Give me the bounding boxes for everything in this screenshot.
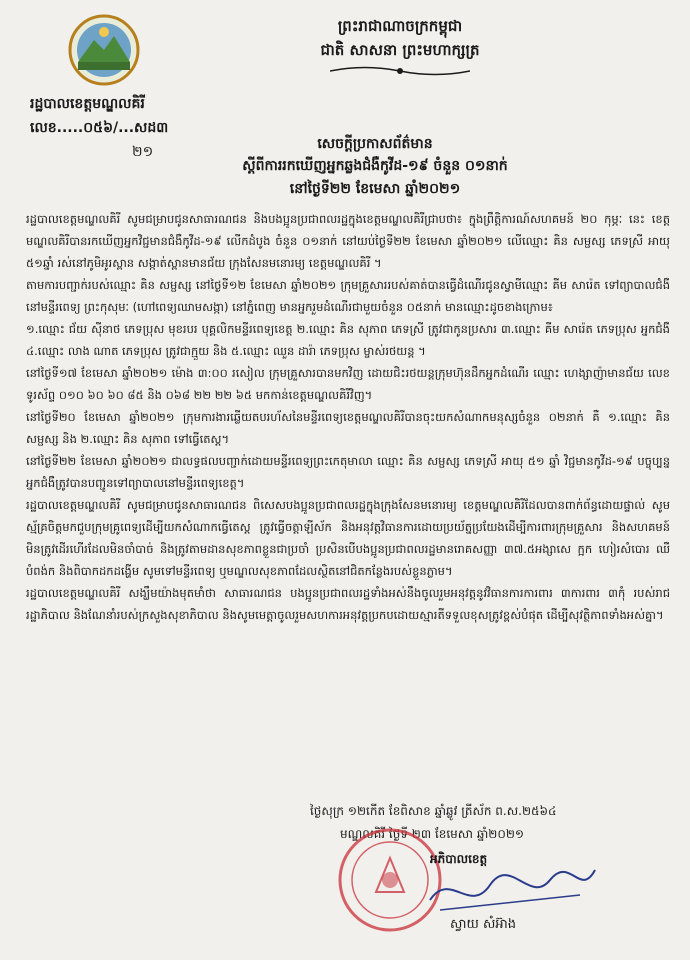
national-motto: ជាតិ សាសនា ព្រះមហាក្សត្រ [320,41,480,59]
signatory-role: អភិបាលខេត្ត [430,852,488,866]
kingdom-heading: ព្រះរាជាណាចក្រកម្ពុជា [337,17,463,35]
provincial-emblem-logo [68,14,140,86]
paragraph-5: នៅថ្ងៃទី២០ ខែមេសា ឆ្នាំ២០២១ ក្រុមការងារឆ្លើយតបរហ័សនៃមន្ទីរពេទ្យខេត្តមណ្ឌលគិរីបានចុះយកសំណាកមនុស្សចំនួន ០២នាក់ គឺ ១.ឈ្មោះ គិន សម្ផស្ស និង ២.ឈ្មោះ គិន សុភាព ទៅធ្វើតេស្ត។ [26,410,670,446]
paragraph-3: ១.ឈ្មោះ ជ័យ ស៊ីនាថ ភេទប្រុស មុខរបរ បុគ្គលិកមន្ទីរពេទ្យខេត្ត ២.ឈ្មោះ គិន សុភាព ភេទស្រី ត្រូវជាកូនប្រសារ ៣.ឈ្មោះ គីម សារ៉េត ភេទប្រុស អ្នកជំងឺ ៤.ឈ្មោះ លាង ណាត ភេទប្រុស ត្រូវជាក្មួយ និង ៥.ឈ្មោះ ឈួន ដារ៉ា ភេទប្រុស ម្ចាស់រថយន្ត ។ [26,322,670,358]
document-body [26,208,670,626]
paragraph-2: តាមការបញ្ជាក់របស់ឈ្មោះ គិន សម្ផស្ស នៅថ្ងៃទី១២ ខែមេសា ឆ្នាំ២០២១ ក្រុមគ្រួសាររបស់គាត់បានធ្វើដំណើរជូនស្វាមីឈ្មោះ គីម សារ៉េត ទៅព្យាបាលជំងឺនៅមន្ទីរពេទ្យ ព្រះកុសុមៈ (ហៅពេទ្យឈាមសង្កា) នៅភ្នំពេញ មានអ្នករួមដំណើរជាមួយចំនួន ០៥នាក់ មានឈ្មោះដូចខាងក្រោម៖ [26,278,670,314]
paragraph-4: នៅថ្ងៃទី១៧ ខែមេសា ឆ្នាំ២០២១ ម៉ោង ៣:០០ រសៀល ក្រុមគ្រួសារបានមកវិញ ដោយជិះរថយន្តក្រុមហ៊ុនដឹកអ្នកដំណើរ ឈ្មោះ ហេង្សាញ៉ាមានជ័យ លេខទូរស័ព្ទ ០១០ ៦០ ៦០ ៨៥ និង ០៦៨ ២២ ២២ ៦៥ មកកាន់ខេត្តមណ្ឌលគិរីវិញ។ [26,366,670,402]
paragraph-1: រដ្ឋបាលខេត្តមណ្ឌលគិរី សូមជម្រាបជូនសាធារណជន និងបងប្អូនប្រជាពលរដ្ឋក្នុងខេត្តមណ្ឌលគិរីជ្រាបថា៖ ក្នុងព្រឹត្តិការណ៍សហគមន៍ ២០ កុម្ភៈ នេះ ខេត្តមណ្ឌលគិរីបានរកឃើញអ្នកវិជ្ជមានជំងឺកូវីដ-១៩ លើកដំបូង ចំនួន ០១នាក់ នៅយប់ថ្ងៃទី២២ ខែមេសា ឆ្នាំ២០២១ លើឈ្មោះ គិន សម្ផស្ស ភេទស្រី អាយុ ៥១ឆ្នាំ រស់នៅភូមិអូរស្ពាន សង្កាត់ស្ពានមានជ័យ ក្រុងសែនមនោរម្យ ខេត្តមណ្ឌលគិរី ។ [26,212,670,270]
reference-number: លេខ.....០៥៦/...សដ៣ [30,120,169,136]
paragraph-7: រដ្ឋបាលខេត្តមណ្ឌលគិរី សូមជម្រាបជូនសាធារណជន ពិសេសបងប្អូនប្រជាពលរដ្ឋក្នុងក្រុងសែនមនោរម្យ ខេត្តមណ្ឌលគិរីដែលបានពាក់ព័ន្ធដោយផ្ទាល់ សូមស្ម័គ្រចិត្តមកជួបក្រុមគ្រូពេទ្យដើម្បីយកសំណាកធ្វើតេស្ត ត្រូវធ្វើចត្តាឡីស័ក និងអនុវត្តវិធានការដោយប្រយ័ត្នប្រយែងដើម្បីការពារក្រុមគ្រួសារ និងសហគមន៍ មិនត្រូវដើរហើរដែលមិនចាំបាច់ និងត្រូវតាមដានសុខភាពខ្លួនជាប្រចាំ ប្រសិនបើបងប្អូនប្រជាពលរដ្ឋមានរោគសញ្ញា ៣៧.៥អង្សាសេ ក្អក ហៀរសំបោរ ឈឺបំពង់ក និងពិបាកដកដង្ហើម សូមទៅមន្ទីរពេទ្យ ឬមណ្ឌលសុខភាពដែលស្ថិតនៅជិតកន្លែងរបស់ខ្លួនភ្លាម។ [26,498,670,578]
lunar-date: ថ្ងៃសុក្រ ១២កើត ខែពិសាខ ឆ្នាំឆ្លូវ ត្រីស័ក ព.ស.២៥៦៤ [310,804,557,818]
administration-heading: រដ្ឋបាលខេត្តមណ្ឌលគិរី [30,96,145,112]
reference-date: ២១ [132,144,154,160]
document-title: សេចក្តីប្រកាសព័ត៌មាន [317,136,433,152]
ornament-divider-icon [330,64,470,78]
document-date-line: នៅថ្ងៃទី២២ ខែមេសា ឆ្នាំ២០២១ [289,181,461,197]
handwritten-signature-icon [420,860,600,920]
solar-date: មណ្ឌលគិរី ថ្ងៃទី ២៣ ខែមេសា ឆ្នាំ២០២១ [340,827,525,841]
paragraph-8: រដ្ឋបាលខេត្តមណ្ឌលគិរី សង្ឃឹមយ៉ាងមុតមាំថា សាធារណជន បងប្អូនប្រជាពលរដ្ឋទាំងអស់នឹងចូលរួមអនុវត្តនូវវិធានការការពារ ៣ការពារ ៣កុំ របស់រាជរដ្ឋាភិបាល និងណែនាំរបស់ក្រសួងសុខាភិបាល និងសូមមេត្តាចូលរួមសហការអនុវត្តប្រកបដោយស្មារតីទទួលខុសត្រូវខ្ពស់បំផុត ដើម្បីសុវត្ថិភាពទាំងអស់គ្នា។ [26,586,670,622]
paragraph-6: នៅថ្ងៃទី២២ ខែមេសា ឆ្នាំ២០២១ ជាលទ្ធផលបញ្ជាក់ដោយមន្ទីរពេទ្យព្រះកេតុមាលា ឈ្មោះ គិន សម្ផស្ស ភេទស្រី អាយុ ៥១ ឆ្នាំ វិជ្ជមានកូវីដ-១៩ បច្ចុប្បន្ន អ្នកជំងឺត្រូវបានបញ្ជូនទៅព្យាបាលនៅមន្ទីរពេទ្យខេត្ត។ [26,454,670,490]
document-subject: ស្តីពីការរកឃើញអ្នកឆ្លងជំងឺកូវីដ-១៩ ចំនួន ០១នាក់ [242,158,508,174]
signatory-name: ស្វាយ សំអ៊ាង [450,917,517,932]
